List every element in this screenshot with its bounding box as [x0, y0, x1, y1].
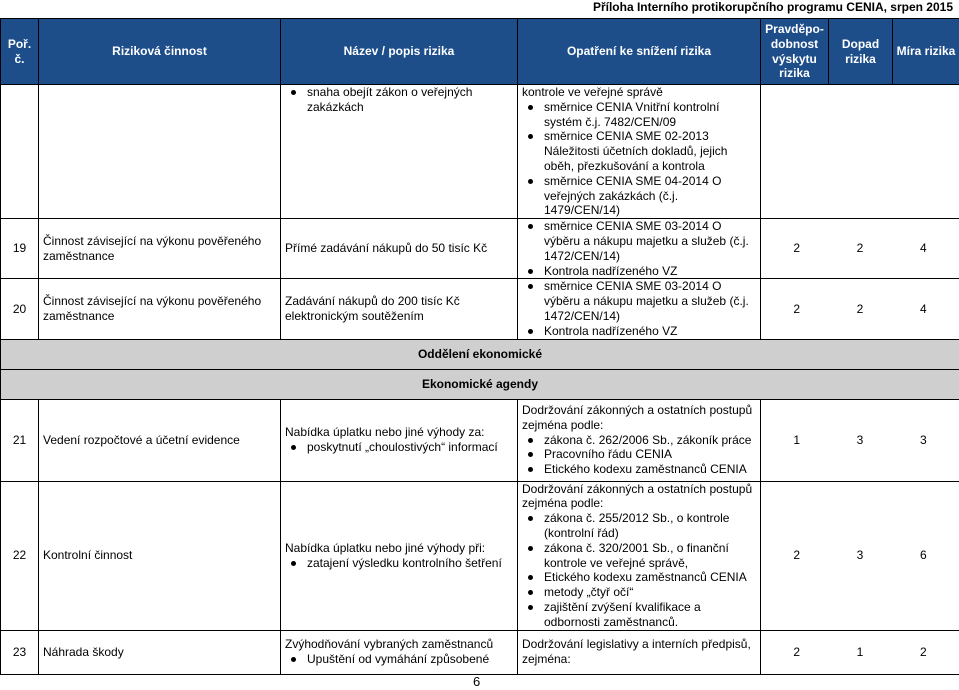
num-cell: 20	[1, 279, 39, 339]
risk-cell: Zadávání nákupů do 200 tisíc Kč elektronickým soutěžením	[281, 279, 518, 339]
measure-item: Kontrola nadřízeného VZ	[522, 324, 756, 339]
page-number: 6	[473, 674, 481, 689]
table-row	[1, 399, 959, 481]
risk-cell	[281, 399, 518, 481]
num-cell: 23	[1, 630, 39, 674]
section-department	[1, 339, 959, 369]
measure-item: směrnice CENIA Vnitřní kontrolní systém č.j. 7482/CEN/09	[522, 100, 756, 130]
activity-cell: Činnost závisející na výkonu pověřeného zaměstnance	[39, 279, 281, 339]
measures-list	[522, 511, 756, 629]
section-department-label: Oddělení ekonomické	[1, 339, 959, 369]
activity-cell: Činnost závisející na výkonu pověřeného zaměstnance	[39, 219, 281, 279]
risk-score-cell	[761, 481, 959, 630]
activity-cell: Náhrada škody	[39, 630, 281, 674]
measures-cell	[518, 630, 761, 674]
measure-item: zákona č. 320/2001 Sb., o finanční kontrole ve veřejné správě,	[522, 541, 756, 571]
risk-item: Upuštění od vymáhání způsobené	[285, 652, 513, 667]
activity-cell	[39, 85, 281, 219]
risk-measure-value: 3	[919, 432, 927, 447]
measures-list	[522, 219, 756, 278]
risk-score-cell	[761, 279, 959, 339]
measure-item: zákona č. 262/2006 Sb., zákoník práce	[522, 433, 756, 448]
risk-score-cell	[761, 219, 959, 279]
header-activity: Riziková činnost	[39, 19, 281, 85]
section-agenda	[1, 369, 959, 399]
measure-item: směrnice CENIA SME 04-2014 O veřejných zakázkách (č.j. 1479/CEN/14)	[522, 174, 756, 218]
probability-value: 1	[793, 432, 800, 447]
header-risk-measure: Míra rizika	[893, 19, 959, 85]
probability-value: 2	[793, 644, 800, 659]
measures-list	[522, 433, 756, 477]
risk-measure-value: 4	[919, 301, 927, 316]
measure-text: kontrole ve veřejné správě	[522, 85, 663, 99]
impact-value: 2	[856, 241, 864, 256]
measure-item: směrnice CENIA SME 02-2013 Náležitosti účetních dokladů, jejich oběh, přezkušování a kontrola	[522, 129, 756, 173]
risk-measure-value: 6	[919, 548, 927, 563]
measure-item: Etického kodexu zaměstnanců CENIA	[522, 462, 756, 477]
impact-value: 2	[856, 301, 864, 316]
measures-cell	[518, 85, 761, 219]
risk-item: zatajení výsledku kontrolního šetření	[285, 556, 513, 571]
risk-item: poskytnutí „choulostivých“ informací	[285, 440, 513, 455]
probability-value: 2	[793, 301, 800, 316]
num-cell	[1, 85, 39, 219]
measure-item: Kontrola nadřízeného VZ	[522, 264, 756, 279]
risk-item: snaha obejít zákon o veřejných zakázkách	[285, 85, 513, 115]
measure-item: zajištění zvýšení kvalifikace a odbornosti zaměstnanců.	[522, 600, 756, 630]
risk-list	[285, 556, 513, 571]
num-cell: 22	[1, 481, 39, 630]
measures-cell	[518, 219, 761, 279]
num-cell: 21	[1, 399, 39, 481]
risk-intro: Nabídka úplatku nebo jiné výhody za:	[285, 425, 485, 440]
measures-cell	[518, 481, 761, 630]
measure-item: směrnice CENIA SME 03-2014 O výběru a nákupu majetku a služeb (č.j. 1472/CEN/14)	[522, 219, 756, 263]
measures-list	[522, 100, 756, 218]
header-impact: Dopad rizika	[829, 19, 893, 85]
section-agenda-label: Ekonomické agendy	[1, 369, 959, 399]
header-measures: Opatření ke snížení rizika	[518, 19, 761, 85]
impact-value: 1	[856, 644, 864, 659]
table-header-row	[1, 19, 959, 85]
measure-text: Dodržování zákonných a ostatních postupů zejména podle:	[522, 403, 753, 432]
impact-value: 3	[856, 432, 864, 447]
measure-item: Etického kodexu zaměstnanců CENIA	[522, 570, 756, 585]
risk-cell	[281, 85, 518, 219]
measure-item: Pracovního řádu CENIA	[522, 447, 756, 462]
measures-cell	[518, 399, 761, 481]
header-probability: Pravděpo-dobnost výskytu rizika	[761, 19, 829, 85]
activity-cell: Vedení rozpočtové a účetní evidence	[39, 399, 281, 481]
risk-score-cell	[761, 399, 959, 481]
header-num: Poř. č.	[1, 19, 39, 85]
measure-text: Dodržování zákonných a ostatních postupů zejména podle:	[522, 481, 753, 511]
table-row	[1, 481, 959, 630]
header-risk-name: Název / popis rizika	[281, 19, 518, 85]
risk-list	[285, 440, 513, 455]
risk-intro: Nabídka úplatku nebo jiné výhody při:	[285, 540, 486, 555]
measures-list	[522, 279, 756, 338]
probability-value: 2	[793, 241, 800, 256]
page-header: Příloha Interního protikorupčního programu CENIA, srpen 2015	[592, 0, 953, 14]
probability-value: 2	[793, 548, 800, 563]
table-row-continuation	[1, 85, 959, 219]
risk-score-cell	[761, 630, 959, 674]
activity-cell: Kontrolní činnost	[39, 481, 281, 630]
measure-item: zákona č. 255/2012 Sb., o kontrole (kontrolní řád)	[522, 511, 756, 541]
risk-list	[285, 652, 513, 667]
risk-intro: Zvýhodňování vybraných zaměstnanců	[285, 637, 494, 652]
num-cell: 19	[1, 219, 39, 279]
measure-item: směrnice CENIA SME 03-2014 O výběru a nákupu majetku a služeb (č.j. 1472/CEN/14)	[522, 279, 756, 323]
table-row	[1, 630, 959, 674]
risk-cell	[281, 630, 518, 674]
risk-score-cell	[761, 85, 959, 219]
risk-measure-value: 2	[919, 644, 927, 659]
risk-list	[285, 85, 513, 115]
impact-value: 3	[856, 548, 864, 563]
measure-item: metody „čtyř očí“	[522, 585, 756, 600]
measures-cell	[518, 279, 761, 339]
table-row	[1, 219, 959, 279]
measure-text: Dodržování legislativy a interních předpisů, zejména:	[522, 637, 751, 667]
risk-cell	[281, 481, 518, 630]
risk-measure-value: 4	[919, 241, 927, 256]
risk-cell: Přímé zadávání nákupů do 50 tisíc Kč	[281, 219, 518, 279]
table-row	[1, 279, 959, 339]
risk-table	[0, 18, 959, 675]
